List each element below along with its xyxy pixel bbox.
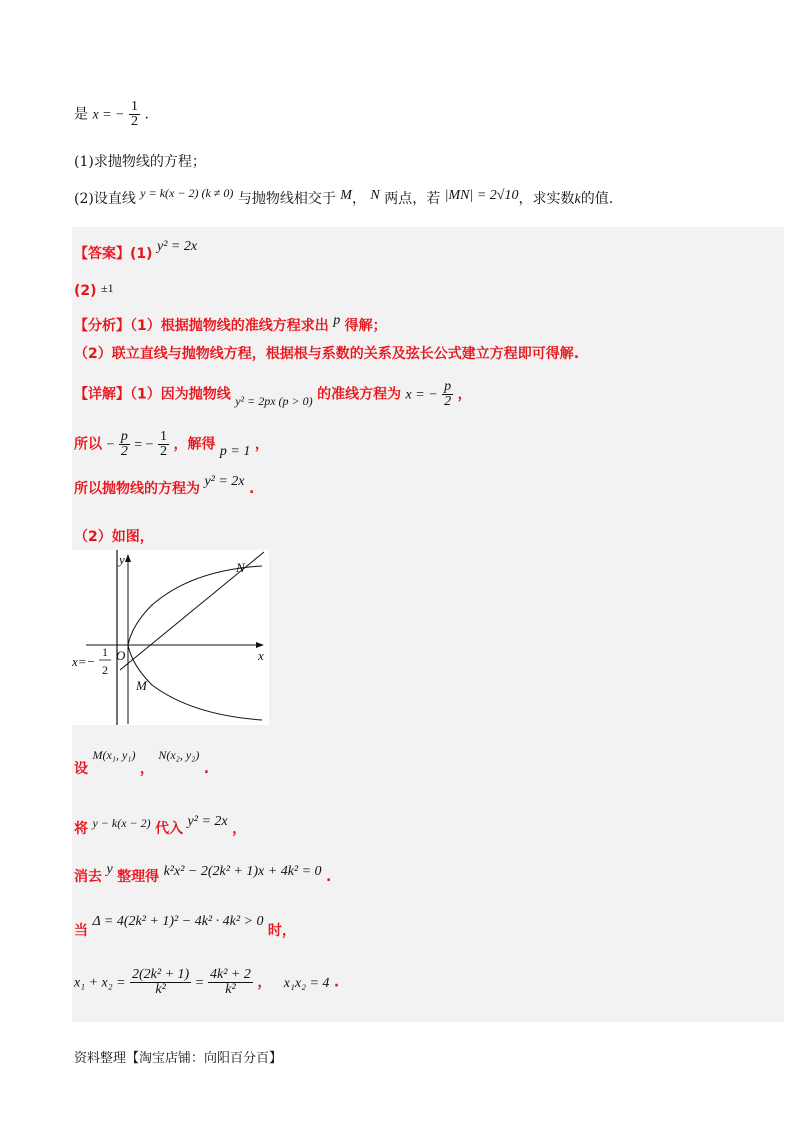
x-axis-label: x <box>258 648 264 663</box>
fraction-one-half: $\frac{1}{2}$ <box>131 99 139 129</box>
detail-line3: 所以抛物线的方程为 y² = 2x . <box>74 474 255 497</box>
point-n-label: N <box>236 560 245 575</box>
answer-part2: (2) ±1 <box>74 281 114 299</box>
point-m-label: M <box>136 678 147 693</box>
step-set-points: 设 M(x₁, y₁) ， N(x₂, y₂) . <box>74 748 210 777</box>
step-vieta: x₁ + x₂ = $\frac{\text{2(2k² + 1)}}{\text{k²}}$ = $\frac{\text{4k² + 2}}{\text{k²}}$ ， x₁x₂ = 4 . <box>74 967 340 997</box>
question-part1: (1)求抛物线的方程； <box>74 154 206 170</box>
analysis-line1: 【分析】（1）根据抛物线的准线方程求出 p 得解； <box>74 313 387 334</box>
y-axis-label: y <box>119 552 125 567</box>
directrix-label: x=− <box>72 654 96 669</box>
question-fragment: 是 x = − $\frac{1}{2}$ . <box>74 99 149 129</box>
footer-source: 资料整理【淘宝店铺：向阳百分百】 <box>74 1051 283 1066</box>
fraction-p-over-2: $\frac{p}{2}$ <box>444 379 452 409</box>
analysis-line2: （2）联立直线与抛物线方程，根据根与系数的关系及弦长公式建立方程即可得解. <box>74 346 580 362</box>
detail-line2: 所以 − $\frac{p}{2}$ = − $\frac{1}{2}$ ，解得 p = 1 ， <box>74 429 269 459</box>
detail-line4: （2）如图， <box>74 529 154 545</box>
origin-label: O <box>116 648 126 663</box>
parabola-figure <box>72 550 269 725</box>
question-part2: (2)设直线 y = k(x − 2) (k ≠ 0) 与抛物线相交于 M， N 两点，若 |MN| = 2√10，求实数k的值. <box>74 186 614 207</box>
step-eliminate: 消去 y 整理得 k²x² − 2(2k² + 1)x + 4k² = 0 . <box>74 862 332 885</box>
directrix-den: 2 <box>102 663 108 677</box>
step-discriminant: 当 Δ = 4(2k² + 1)² − 4k² · 4k² > 0 时， <box>74 914 296 939</box>
step-substitute: 将 y − k(x − 2) 代入 y² = 2x ， <box>74 814 247 837</box>
directrix-num: 1 <box>102 645 108 659</box>
answer-line: 【答案】(1) y² = 2x <box>74 239 198 262</box>
detail-line1: 【详解】（1）因为抛物线 y² = 2px (p > 0) 的准线方程为 x = − $\frac{p}{2}$ ， <box>74 379 472 409</box>
